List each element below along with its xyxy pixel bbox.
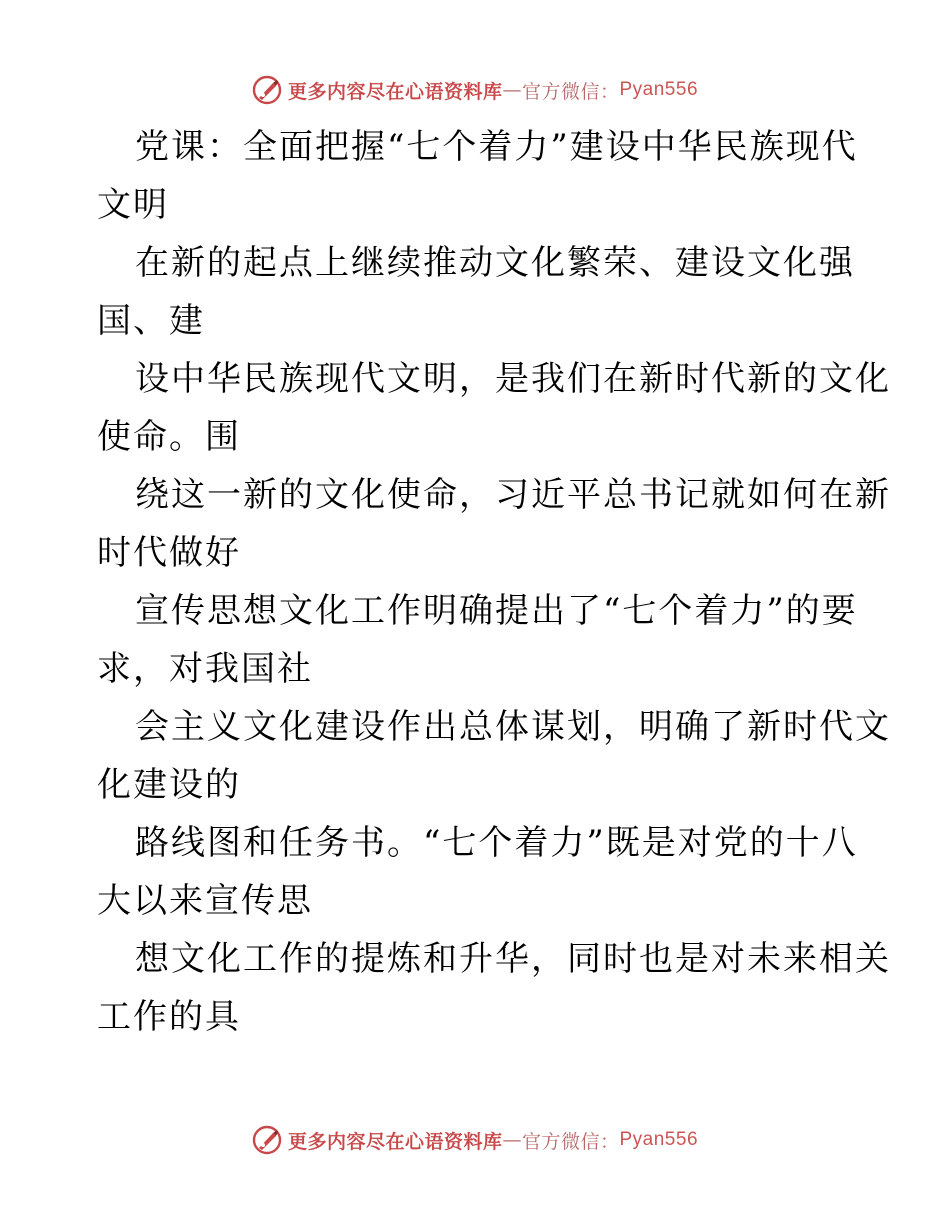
banner-dash: —: [502, 79, 522, 101]
paragraph-line: 化建设的: [97, 765, 241, 805]
quill-pen-logo-icon: [252, 1125, 282, 1155]
paragraph-line: 绕这一新的文化使命，习近平总书记就如何在新: [135, 475, 891, 515]
paragraph: [97, 234, 857, 350]
paragraph-line: 文明: [97, 185, 169, 225]
paragraph-line: 使命。围: [97, 417, 241, 457]
paragraph-line: 路线图和任务书。“七个着力”既是对党的十八: [135, 823, 858, 863]
document-body: [97, 118, 891, 1046]
paragraph-line: 党课：全面把握“七个着力”建设中华民族现代: [135, 127, 858, 167]
banner-site-text: 更多内容尽在心语资料库: [287, 1130, 503, 1153]
paragraph-line: 时代做好: [97, 533, 241, 573]
paragraph-line: 设中华民族现代文明，是我们在新时代新的文化: [135, 359, 891, 399]
paragraph: [97, 698, 891, 814]
paragraph: [97, 350, 891, 466]
paragraph-line: 会主义文化建设作出总体谋划，明确了新时代文: [135, 707, 891, 747]
banner-dash: —: [502, 1129, 522, 1151]
paragraph: [97, 814, 857, 930]
header-banner: [0, 70, 950, 110]
quill-pen-logo-icon: [252, 75, 282, 105]
paragraph-line: 宣传思想文化工作明确提出了“七个着力”的要: [135, 591, 858, 631]
paragraph-line: 工作的具: [97, 997, 241, 1037]
banner-wechat-id: Pyan556: [619, 79, 699, 100]
paragraph: [97, 930, 891, 1046]
banner-wechat-id: Pyan556: [619, 1129, 699, 1150]
paragraph: [97, 582, 857, 698]
banner-wechat-label: 官方微信：: [521, 80, 620, 103]
paragraph-title: [97, 118, 857, 234]
banner-wechat-label: 官方微信：: [521, 1130, 620, 1153]
paragraph-line: 求，对我国社: [97, 649, 313, 689]
paragraph-line: 在新的起点上继续推动文化繁荣、建设文化强: [135, 243, 855, 283]
footer-banner: [0, 1120, 950, 1160]
paragraph: [97, 466, 891, 582]
paragraph-line: 想文化工作的提炼和升华，同时也是对未来相关: [135, 939, 891, 979]
banner-site-text: 更多内容尽在心语资料库: [287, 80, 503, 103]
paragraph-line: 国、建: [97, 301, 205, 341]
paragraph-line: 大以来宣传思: [97, 881, 313, 921]
